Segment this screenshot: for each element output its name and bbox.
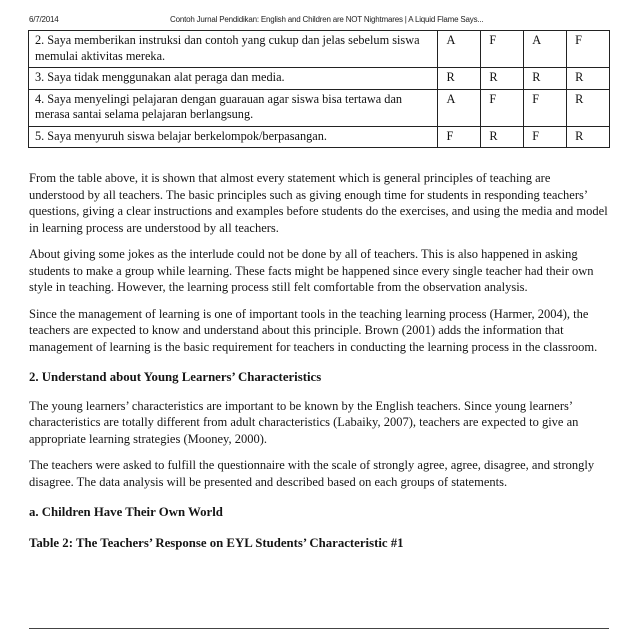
statement-cell: 4. Saya menyelingi pelajaran dengan guarauan agar siswa bisa tertawa dan merasa santai selama pelajaran berlangsung. (29, 89, 438, 126)
section-heading: 2. Understand about Young Learners’ Characteristics (29, 370, 322, 384)
statement-cell: 2. Saya memberikan instruksi dan contoh yang cukup dan jelas sebelum siswa memulai aktivitas mereka. (29, 31, 438, 68)
article-body (29, 170, 609, 563)
value-cell: R (567, 68, 610, 90)
value-cell: F (481, 31, 524, 68)
value-cell: A (524, 31, 567, 68)
value-cell: F (524, 89, 567, 126)
subsection-heading: a. Children Have Their Own World (29, 505, 223, 519)
value-cell: F (438, 126, 481, 148)
value-cell: R (567, 89, 610, 126)
value-cell: F (567, 31, 610, 68)
value-cell: R (524, 68, 567, 90)
value-cell: A (438, 89, 481, 126)
paragraph: About giving some jokes as the interlude could not be done by all of teachers. This is also happened in asking students to make a group while learning. These facts might be happened since every single teacher had their own style in teaching. However, the learning process still felt comfortable from the observation analysis. (29, 247, 594, 294)
table-row (29, 89, 610, 126)
value-cell: F (481, 89, 524, 126)
statement-cell: 5. Saya menyuruh siswa belajar berkelompok/berpasangan. (29, 126, 438, 148)
value-cell: R (438, 68, 481, 90)
paragraph: The young learners’ characteristics are important to be known by the English teachers. Since young learners’ characteristics are totally different from adult characteristics (Labaiky, 2007), teachers are expected to give an appropriate learning strategies (Mooney, 2000). (29, 398, 579, 446)
header-date: 6/7/2014 (29, 15, 59, 24)
statement-cell: 3. Saya tidak menggunakan alat peraga dan media. (29, 68, 438, 90)
paragraph: The teachers were asked to fulfill the questionnaire with the scale of strongly agree, agree, disagree, and strongly disagree. The data analysis will be presented and described based on each groups of statements. (29, 458, 595, 489)
value-cell: F (524, 126, 567, 148)
header-title: Contoh Jurnal Pendidikan: English and Children are NOT Nightmares | A Liquid Flame Says... (170, 15, 484, 24)
table-row (29, 68, 610, 90)
table-row (29, 31, 610, 68)
value-cell: A (438, 31, 481, 68)
table-top-border (29, 628, 609, 629)
page-header (29, 15, 608, 29)
response-table (28, 30, 610, 148)
value-cell: R (481, 126, 524, 148)
value-cell: R (481, 68, 524, 90)
table-row (29, 126, 610, 148)
paragraph: Since the management of learning is one of important tools in the teaching learning process (Harmer, 2004), the teachers are expected to know and understand about this principle. Brown (2001) adds the information that management of learning is the basic requirement for teachers in conducting the learning process in the classroom. (29, 306, 598, 354)
value-cell: R (567, 126, 610, 148)
table-caption: Table 2: The Teachers’ Response on EYL Students’ Characteristic #1 (29, 535, 404, 550)
paragraph: From the table above, it is shown that almost every statement which is general principles of teaching are understood by all teachers. The basic principles such as giving enough time for students in responding teachers’ questions, giving a clear instructions and examples before students do the exercises, and using the media and model in learning process are understood by all teachers. (29, 171, 608, 235)
